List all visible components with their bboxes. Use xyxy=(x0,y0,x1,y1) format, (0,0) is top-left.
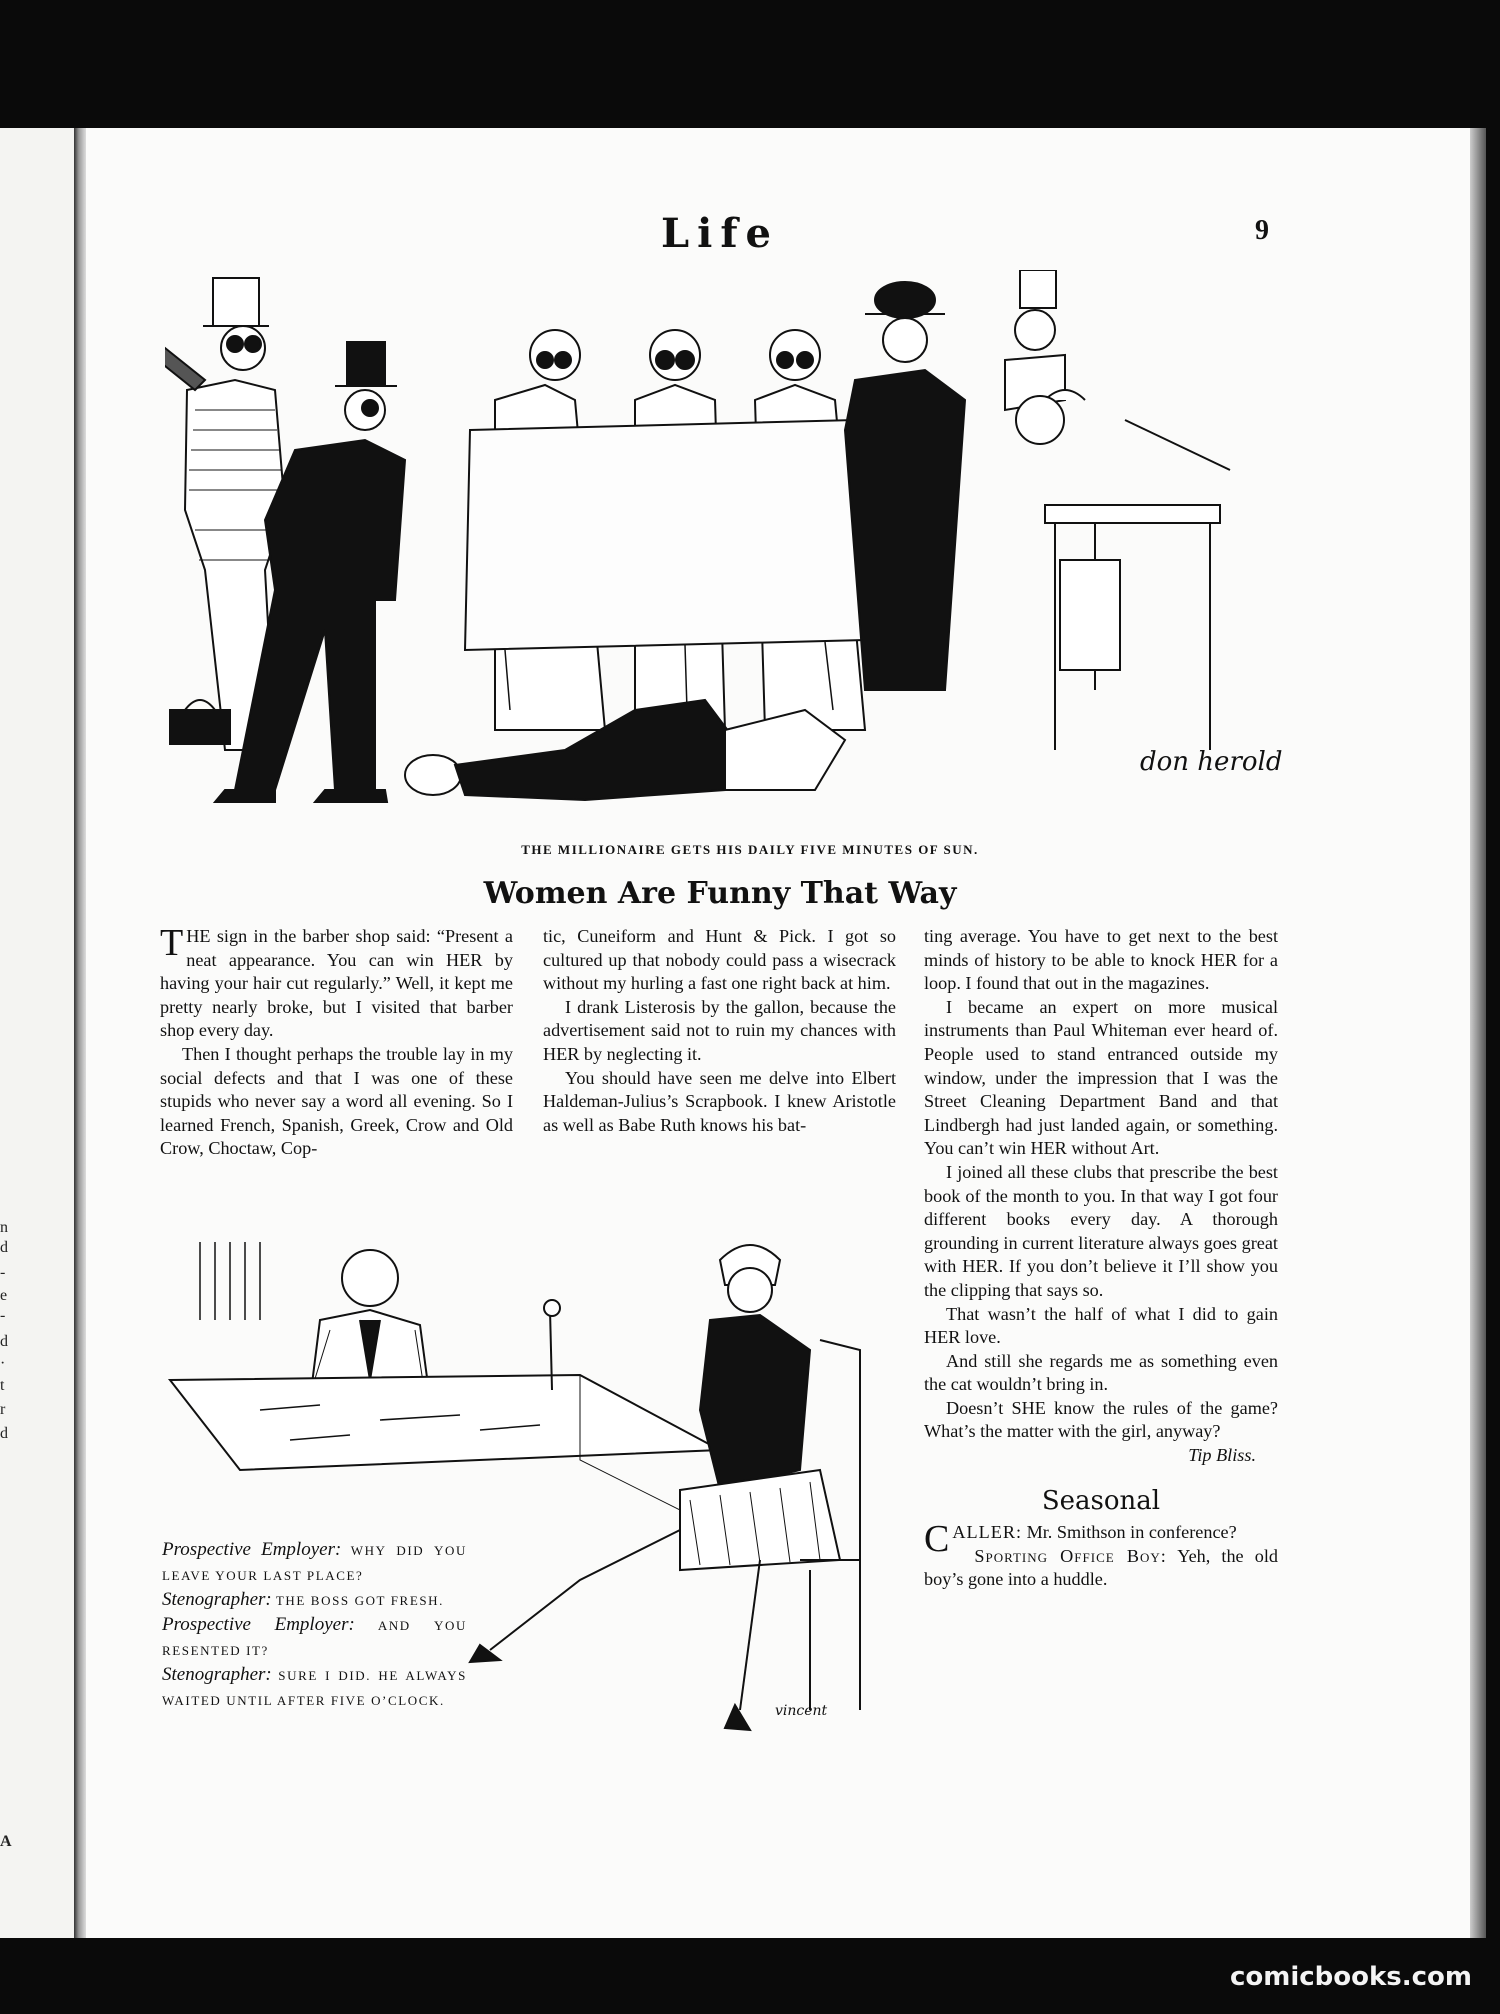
article-paragraph: That wasn’t the half of what I did to gain HER love. xyxy=(924,1303,1278,1348)
artist-signature: don herold xyxy=(1140,747,1283,777)
facing-page-fragment: r xyxy=(0,1401,6,1418)
seasonal-title: Seasonal xyxy=(1041,1485,1161,1516)
seasonal-line: CALLER: Mr. Smithson in conference? xyxy=(924,1518,1237,1561)
facing-page-fragment: - xyxy=(0,1307,6,1324)
article-title: Women Are Funny That Way xyxy=(483,876,957,911)
article-column-2 xyxy=(543,925,896,1137)
facing-page-fragment: - xyxy=(0,1264,6,1281)
facing-page-fragment: e xyxy=(0,1287,8,1304)
page-number: 9 xyxy=(1255,215,1269,246)
article-paragraph: I joined all these clubs that prescribe the best book of the month to you. In that way I got four different books every day. A thorough grounding in current literature always goes great with HER. If you don’t believe it I’ll show you the clipping that says so. xyxy=(924,1161,1278,1300)
facing-page-fragment: t xyxy=(0,1377,5,1394)
facing-page-fragment: d xyxy=(0,1239,8,1256)
facing-page-fragment: n xyxy=(0,1219,8,1236)
article-paragraph: ting average. You have to get next to the best minds of history to be able to knock HER for a loop. I found that out in the magazines. xyxy=(924,926,1278,994)
article-paragraph: Doesn’t SHE know the rules of the game? What’s the matter with the girl, anyway? xyxy=(924,1397,1278,1442)
seasonal-line: Sporting Office Boy: Yeh, the old boy’s gone into a huddle. xyxy=(924,1545,1279,1590)
article-paragraph: THE sign in the barber shop said: “Present a neat appearance. You can win HER by having your hair cut regularly.” Well, it kept me pretty nearly broke, but I visited that barber shop every day. xyxy=(160,922,513,1041)
drop-cap: C xyxy=(924,1518,950,1561)
article-paragraph: tic, Cuneiform and Hunt & Pick. I got so cultured up that nobody could pass a wisecrack without my hurling a fast one right back at him. xyxy=(543,926,896,994)
page-edge-shadow xyxy=(1470,128,1486,1938)
site-watermark: comicbooks.com xyxy=(1229,1962,1472,1992)
article-paragraph: I became an expert on more musical instruments than Paul Whiteman ever heard of. People used to stand entranced outside my window, under the impression that I was the Street Cleaning Department Band and that Lindbergh had just landed again, or something. You can’t win HER without Art. xyxy=(924,996,1278,1159)
facing-page-fragment: d xyxy=(0,1333,8,1350)
dialogue-line: Prospective Employer: WHY DID YOU LEAVE YOUR LAST PLACE? xyxy=(162,1539,467,1583)
artist-signature: vincent xyxy=(775,1703,828,1719)
facing-page-fragment: d xyxy=(0,1425,8,1442)
binding-gutter xyxy=(74,128,86,1938)
drop-cap: T xyxy=(160,922,184,964)
facing-page-fragment: · xyxy=(0,1355,6,1372)
dialogue-line: Prospective Employer: AND YOU RESENTED IT? xyxy=(162,1614,468,1658)
facing-page-edge xyxy=(0,128,77,1938)
cartoon-caption: THE MILLIONAIRE GETS HIS DAILY FIVE MINUTES OF SUN. xyxy=(521,842,979,857)
article-column-3 xyxy=(924,925,1278,1592)
article-paragraph: You should have seen me delve into Elbert Haldeman-Julius’s Scrapbook. I knew Aristotle as well as Babe Ruth knows his bat- xyxy=(543,1067,896,1135)
article-paragraph: Then I thought perhaps the trouble lay in my social defects and that I was one of these stupids who never say a word all evening. So I learned French, Spanish, Greek, Crow and Old Crow, Choctaw, Cop- xyxy=(160,1043,513,1159)
facing-page-fragment: A xyxy=(0,1833,12,1850)
article-paragraph: I drank Listerosis by the gallon, because the advertisement said not to ruin my chances with HER by neglecting it. xyxy=(543,996,896,1064)
cartoon-dialogue xyxy=(162,1538,467,1713)
dialogue-line: Stenographer: THE BOSS GOT FRESH. xyxy=(162,1589,445,1610)
dialogue-line: Stenographer: SURE I DID. HE ALWAYS WAITED UNTIL AFTER FIVE O’CLOCK. xyxy=(162,1664,468,1708)
article-paragraph: And still she regards me as something even the cat wouldn’t bring in. xyxy=(924,1350,1278,1395)
masthead: Life xyxy=(661,210,779,257)
article-column-1 xyxy=(160,922,513,1161)
author-byline: Tip Bliss. xyxy=(1188,1445,1256,1466)
millionaire-cartoon xyxy=(165,270,1290,830)
